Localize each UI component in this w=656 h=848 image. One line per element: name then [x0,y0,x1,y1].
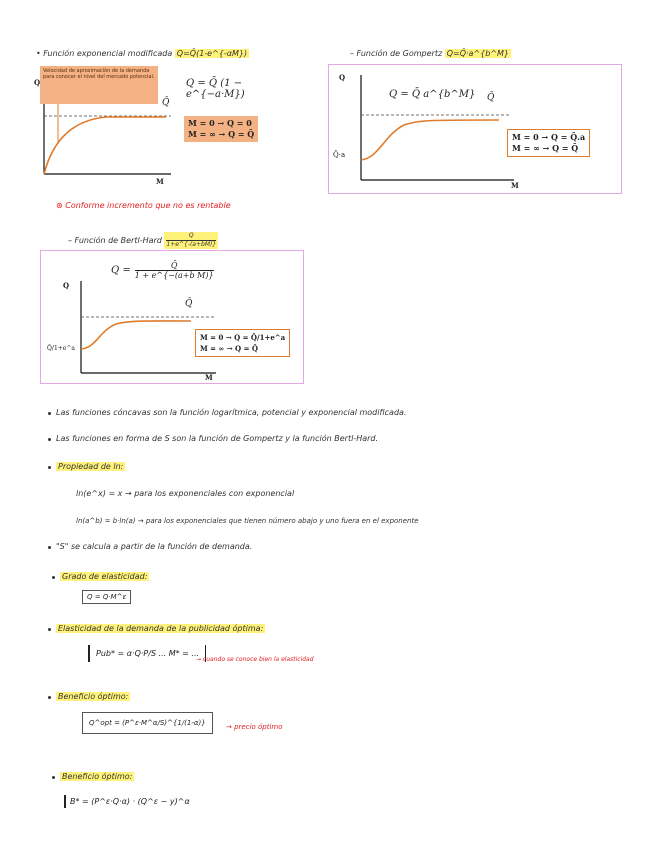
middle-formula-num: Q̄ [135,261,214,271]
top-left-row1: M = 0 → Q = 0 [188,118,252,128]
middle-heading-text: Función de Bertl-Hard [74,236,162,245]
note-8-box: Q = Q·M^ε [82,590,131,604]
top-right-heading-formula: Q=Q̄·a^{b^M} [446,49,510,58]
note-bullet-2 [48,438,51,441]
middle-y-label: Q [63,281,70,290]
middle-row1: M = 0 → Q = Q̄/1+e^a [200,333,286,342]
note-bullet-3 [48,466,51,469]
middle-heading-formula-bottom: 1+e^{-(a+bM)} [166,241,217,248]
note-5: ln(a^b) = b·ln(a) → para los exponenciales que tienen número abajo y uno fuera en el exponente [76,517,419,525]
note-bullet-9 [48,628,51,631]
middle-qbar: Q̄ [185,299,193,309]
note-bullet-7 [52,576,55,579]
top-left-figure [36,66,288,188]
note-15 [60,771,134,782]
note-12-text: Beneficio óptimo: [58,692,129,701]
red-note: ⊛ Conforme incremento que no es rentable [56,201,231,210]
middle-formula-fraction [135,261,214,280]
note-12 [56,691,130,702]
note-16-box: B* = (P^ε·Q·α) · (Q^ε − y)^α [64,795,194,808]
top-left-y-label: Q [34,78,41,87]
top-right-x-label: M [511,181,519,190]
middle-result-box [195,329,290,357]
top-right-ystart: Q̄·a [333,151,346,159]
note-4: ln(e^x) = x → para los exponenciales con exponencial [76,489,295,498]
note-7 [60,571,149,582]
note-9 [56,623,265,634]
middle-ystart: Q̄/1+e^a [47,345,75,352]
top-left-curve [44,117,166,174]
top-left-qbar: Q̄ [162,98,170,108]
top-right-result-box [507,129,590,157]
middle-figure [40,250,304,384]
top-left-bullet-dash: • [36,49,44,58]
note-10-box: Pub* = α·Q·P/S ... M* = ... [88,645,206,662]
middle-heading-formula-top: Q [166,232,216,241]
top-right-row1: M = 0 → Q = Q̄.a [512,132,586,142]
top-left-heading-text: Función exponencial modificada [43,49,173,58]
top-left-heading [36,48,249,59]
top-right-curve [361,120,499,160]
note-3 [56,461,125,472]
note-bullet-12 [48,696,51,699]
note-11: → cuando se conoce bien la elasticidad [196,656,314,663]
middle-curve [81,321,191,349]
note-bullet-15 [52,776,55,779]
note-2: Las funciones en forma de S son la función de Gompertz y la función Bertl-Hard. [56,434,379,443]
middle-formula [111,261,214,280]
top-right-row2: M = ∞ → Q = Q̄ [512,143,579,153]
middle-formula-lhs: Q = [111,265,131,276]
note-1: Las funciones cóncavas son la función logarítmica, potencial y exponencial modificada. [56,408,407,417]
middle-row2: M = ∞ → Q = Q̄ [200,344,258,353]
top-left-x-label: M [156,177,164,186]
top-left-result-box [184,116,258,142]
top-left-callout: Velocidad de aproximación de la demanda para conocer el nivel del mercado potencial. [40,66,158,104]
note-6: "S" se calcula a partir de la función de demanda. [56,542,253,551]
middle-formula-den: 1 + e^{−(a+b M)} [134,271,214,280]
top-left-formula: Q = Q̄ (1 − e^{−a·M}) [186,78,245,100]
note-bullet-6 [48,546,51,549]
middle-heading-formula [164,232,218,249]
top-right-qbar: Q̄ [487,93,495,103]
note-3-text: Propiedad de ln: [58,462,124,471]
note-13-box: Q^opt = (P^ε·M^α/S)^{1/(1-α)} [82,712,213,734]
top-left-row2: M = ∞ → Q = Q̄ [188,129,255,139]
top-right-bullet-dash: – [350,49,357,58]
note-9-text: Elasticidad de la demanda de la publicidad óptima: [58,624,264,633]
top-right-y-label: Q [339,73,346,82]
note-bullet-1 [48,412,51,415]
top-right-figure [328,64,622,194]
top-right-heading [350,48,511,59]
note-7-text: Grado de elasticidad: [62,572,148,581]
note-14: → precio óptimo [226,723,283,731]
top-right-formula: Q = Q̄ a^{b^M} [389,89,476,100]
top-right-heading-text: Función de Gompertz [356,49,443,58]
note-15-text: Beneficio óptimo: [62,772,133,781]
middle-heading [68,232,218,249]
top-left-heading-formula: Q=Q̄(1-e^{-αM}) [176,49,248,58]
middle-x-label: M [205,373,213,382]
middle-bullet-dash: – [68,236,75,245]
